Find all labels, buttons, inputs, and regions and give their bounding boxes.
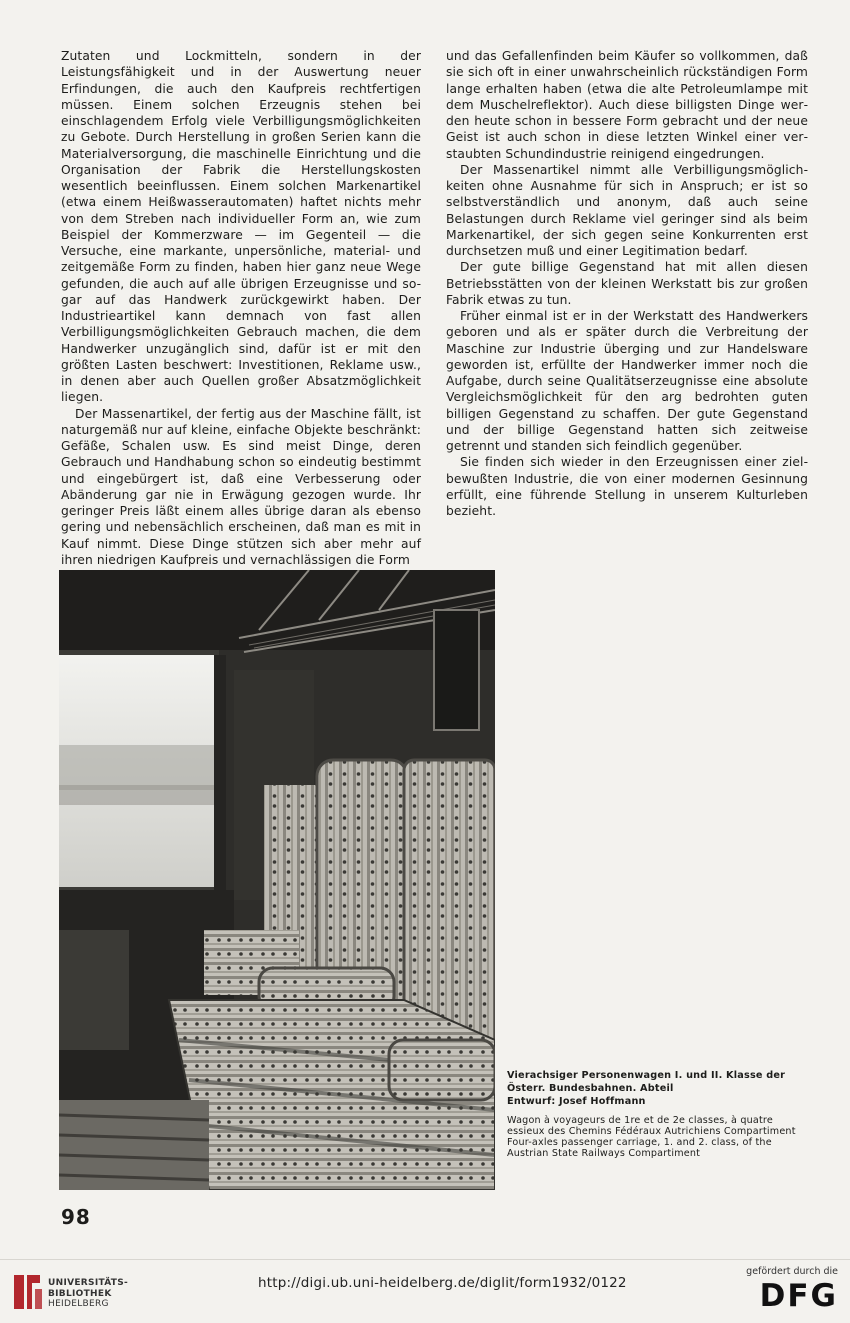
page-number: 98 — [61, 1205, 91, 1229]
library-line: HEIDELBERG — [48, 1299, 109, 1309]
paragraph: Der Massenartikel, der fertig aus der Maschine fällt, ist naturgemäß nur auf kleine, einfache Objekte beschränkt: Gefäße, Schalen usw. Es sind meist Dinge, deren Gebrauch und Handhabung schon so eindeutig bestimmt und eingebürgert ist, daß eine Verbesserung oder Abänderung gar nie in Erwägung gezogen wurde. Ihr geringer Preis läßt einem alles übrige daran als ebenso gering und nebensächlich erscheinen, daß man es mit in Kauf nimmt. Diese Dinge stützen sich aber mehr auf ihren niedrigen Kaufpreis und vernachlässigen die Form — [61, 406, 421, 567]
library-name — [48, 1278, 128, 1310]
caption-english: Four-axles passenger carriage, 1. and 2. class, of the Austrian State Railways Compartiment — [507, 1137, 772, 1159]
compartment-illustration — [59, 570, 495, 1190]
library-crest-icon — [10, 1269, 44, 1315]
funder-block[interactable] — [738, 1266, 838, 1314]
photo-caption — [507, 1069, 809, 1159]
paragraph: Der Massenartikel nimmt alle Verbilligungsmöglichkeiten ohne Ausnahme für sich in Anspruch; er ist so selbstverständlich und anonym, daß auch seine Belastungen durch Reklame viel geringer sind als beim Markenartikel, der sich gegen seine Konkurrenten erst durchsetzen muß und einer Legitimation bedarf. — [446, 162, 808, 258]
library-line: BIBLIOTHEK — [48, 1288, 112, 1299]
paragraph: Früher einmal ist er in der Werkstatt des Handwerkers geboren und als er später durch die Verbreitung der Maschine zur Industrie überging und zur Handelsware geworden ist, erfüllte der Handwerker immer noch die Aufgabe, durch seine Qualitätserzeugnisse eine absolute Vergleichsmöglichkeit für den arg bedrohten guten billigen Gegenstand zu schaffen. Der gute Gegenstand und der billige Gegenstand hatten sich zeitweise getrennt und standen sich feindlich gegenüber. — [446, 309, 808, 453]
library-logo[interactable] — [10, 1269, 130, 1315]
permalink-url[interactable]: http://digi.ub.uni-heidelberg.de/diglit/form1932/0122 — [258, 1275, 627, 1291]
paragraph: und das Gefallenfinden beim Käufer so vollkommen, daß sie sich oft in einer unwahrscheinlich rückständigen Form lange erhalten haben (etwa die alte Petroleumlampe mit dem Muschelreflektor). Auch diese billigsten Dinge werden heute schon in bessere Form gebracht und der neue Geist ist auch schon in diese letzten Winkel einer verstaubten Schundindustrie reinigend eingedrungen. — [446, 49, 808, 161]
caption-design: Entwurf: Josef Hoffmann — [507, 1096, 646, 1107]
funded-by-label: gefördert durch die — [746, 1266, 838, 1277]
dfg-logo: DFG — [759, 1278, 838, 1314]
text-column-left — [61, 48, 421, 568]
text-column-right — [446, 48, 808, 519]
footer — [0, 1259, 850, 1323]
library-line: UNIVERSITÄTS- — [48, 1278, 129, 1288]
paragraph: Sie finden sich wieder in den Erzeugnissen einer zielbewußten Industrie, die von einer modernen Gesinnung erfüllt, eine führende Stellung in unserem Kulturleben bezieht. — [446, 455, 808, 518]
train-compartment-photo — [59, 570, 495, 1190]
paragraph: Der gute billige Gegenstand hat mit allen diesen Betriebsstätten von der kleinen Werkstatt bis zur großen Fabrik etwas zu tun. — [446, 260, 808, 307]
caption-french: Wagon à voyageurs de 1re et de 2e classes, à quatre essieux des Chemins Fédéraux Autrichiens Compartiment — [507, 1115, 796, 1137]
paragraph: Zutaten und Lockmitteln, sondern in der Leistungsfähigkeit und in der Auswertung neuer Erfindungen, die auch den Kaufpreis rechtfertigen müssen. Einem solchen Erzeugnis stehen bei einschlagendem Erfolg viele Verbilligungsmöglichkeiten zu Gebote. Durch Herstellung in großen Serien kann die Materialversorgung, die maschinelle Einrichtung und die Organisation der Fabrik die Herstellungskosten wesentlich beeinflussen. Einem solchen Markenartikel (etwa einem Heißwasserautomaten) haftet nichts mehr von dem Streben nach individueller Form an, wie zum Beispiel der Kommerzware — im Gegenteil — die Versuche, eine markante, unpersönliche, material- und zeitgemäße Form zu finden, haben hier ganz neue Wege gefunden, die auch auf alle übrigen Erzeugnisse und sogar auf das Handwerk zurückgewirkt haben. Der Industrieartikel kann demnach von fast allen Verbilligungsmöglichkeiten Gebrauch machen, die dem Handwerker unzugänglich sind, dafür ist er mit den größten Lasten beschwert: Investitionen, Reklame usw., in denen aber auch Quellen großer Absatzmöglichkeit liegen. — [61, 49, 421, 405]
caption-title: Vierachsiger Personenwagen I. und II. Klasse der Österr. Bundesbahnen. Abteil — [507, 1070, 786, 1094]
